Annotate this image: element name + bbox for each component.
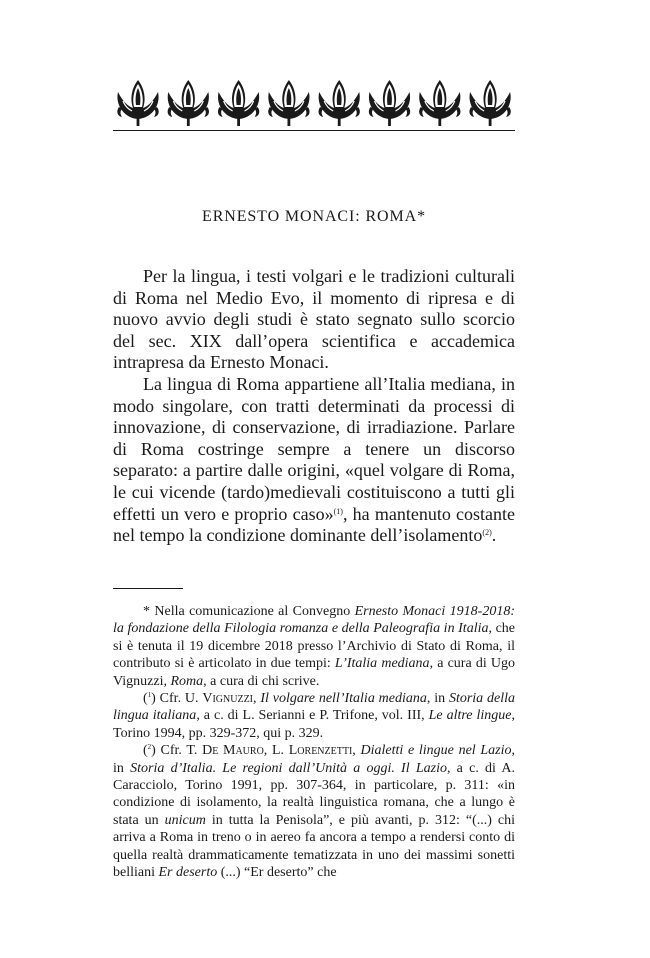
paragraph-2-text-b: , ha mantenuto costante nel tempo la condizione dominante dell’isolamento: [113, 503, 515, 546]
fn2-title: Dialetti e lingue nel Lazio: [360, 743, 512, 759]
footnote-separator: [113, 588, 183, 589]
fn1-text-d: , a c. di L. Serianni e P. Trifone, vol. III,: [196, 708, 429, 724]
footnotes: [113, 603, 515, 882]
footnote-1-mark: 1: [147, 691, 152, 700]
fn2-text-a: Cfr. T.: [155, 743, 203, 759]
ornament-band: [113, 75, 515, 127]
fn-star-text-d: , a cura di chi scrive.: [203, 673, 320, 689]
fn-star-text-b: , che si è tenuta il 19 dicembre 2018 presso l’Archivio di Stato di Roma, il contributo si è articolato in due tempi:: [113, 621, 515, 672]
fn-star-text-c: , a cura di Ugo Vignuzzi,: [113, 656, 515, 689]
palmette-fleuron-icon: [168, 80, 209, 126]
palmette-fleuron-icon: [117, 80, 158, 126]
header-rule: [113, 130, 515, 131]
footnote-ref-2[interactable]: (2): [482, 528, 492, 538]
fn2-text-g: (...) “Er deserto” che: [217, 865, 337, 881]
footnote-star: [113, 603, 515, 690]
footnote-ref-1[interactable]: (1): [333, 506, 343, 516]
paragraph-1: [113, 266, 515, 374]
paragraph-2-text-a: La lingua di Roma appartiene all’Italia mediana, in modo singolare, con tratti determinati da processi di innovazione, di conservazione, di irradiazione. Parlare di Roma costringe sempre a tenere un discorso separato: a partire dalle origini, «quel volgare di Roma, le cui vicende (tardo)medievali costituiscono a tutti gli effetti un vero e proprio caso»: [113, 373, 515, 524]
palmette-fleuron-icon: [218, 80, 259, 126]
footnote-1: ($^1$) Cfr. U. Vignuzzi, Il volgare nell’Italia mediana, in Storia della lingua italiana, a c. di L. Serianni e P. Trifone, vol. III, Le altre lingue, Torino 1994, pp. 329-372, qui p. 329.: [113, 691, 516, 741]
fn1-volume-title: Storia della lingua italiana: [113, 691, 516, 724]
fn1-text-e: , Torino 1994, pp. 329-372, qui p. 329.: [113, 708, 515, 741]
fn-star-title-italia-mediana: L’Italia mediana: [334, 656, 430, 672]
fn1-text-c: , in: [426, 691, 449, 707]
chapter-title: ERNESTO MONACI: ROMA*: [202, 208, 426, 225]
fn1-author: Vignuzzi: [202, 691, 254, 707]
fn2-text-d: , in: [113, 743, 515, 776]
footnote-2: ($^2$) Cfr. T. De Mauro, L. Lorenzetti, Dialetti e lingue nel Lazio, in Storia d’Italia. Le regioni dall’Unità a oggi. Il Lazio, a c. di A. Caracciolo, Torino 1991, pp. 307-364, in particolare, p. 311: «in condizione di isolamento, la realtà linguistica romana, che a lungo è stata un unicum in tutta la Penisola”, e più avanti, p. 312: “(...) chi arriva a Roma in treno o in aereo fa ancora a tempo a rendersi conto di quella realtà drammaticamente tematizzata in uno dei massimi sonetti belliani Er deserto (...) “Er deserto” che: [113, 743, 516, 881]
fn2-text-c: ,: [352, 743, 361, 759]
fn2-unicum: unicum: [164, 812, 206, 828]
fn-star-text-a: * Nella comunicazione al Convegno: [143, 604, 355, 619]
fn2-author-1: De Mauro: [202, 743, 264, 759]
fn-star-conference-title: Ernesto Monaci 1918-2018: la fondazione della Filologia romanza e della Paleografia in Italia: [113, 604, 515, 637]
fn1-text-a: Cfr. U.: [155, 691, 203, 707]
fn1-title: Il volgare nell’Italia mediana: [260, 691, 427, 707]
fn-star-title-roma: Roma: [170, 673, 204, 689]
fn1-text-b: ,: [253, 691, 261, 707]
fn2-text-f: in tutta la Penisola”, e più avanti, p. 312: “(...) chi arriva a Roma in treno o in aereo fa ancora a tempo a rendersi conto di quella realtà drammaticamente tematizzata in uno dei massimi sonetti belliani: [113, 812, 516, 881]
fn2-volume-title: Storia d’Italia. Le regioni dall’Unità a oggi. Il Lazio: [130, 760, 447, 776]
fn2-text-e: , a c. di A. Caracciolo, Torino 1991, pp. 307-364, in particolare, p. 311: «in condizione di isolamento, la realtà linguistica romana, che a lungo è stata un: [113, 760, 516, 828]
palmette-fleuron-icon: [319, 80, 360, 126]
ornament-row: [113, 75, 515, 127]
fn1-subtitle: Le altre lingue: [428, 708, 512, 724]
paragraph-2: [113, 374, 515, 547]
palmette-fleuron-icon: [419, 80, 460, 126]
palmette-fleuron-icon: [268, 80, 309, 126]
paragraph-1-text: Per la lingua, i testi volgari e le tradizioni culturali di Roma nel Medio Evo, il momento di ripresa e di nuovo avvio degli studi è stato segnato sullo scorcio del sec. XIX dall’opera scientifica e accademica intrapresa da Ernesto Monaci.: [113, 266, 515, 373]
fn2-sonnet-title: Er deserto: [158, 865, 218, 881]
palmette-fleuron-icon: [469, 80, 510, 126]
body-text: [113, 266, 515, 547]
fn2-author-2: Lorenzetti: [288, 743, 353, 759]
paragraph-2-text-c: .: [491, 525, 497, 546]
footnote-2-mark: 2: [147, 743, 152, 752]
palmette-fleuron-icon: [369, 80, 410, 126]
fn2-text-b: , L.: [263, 743, 289, 759]
